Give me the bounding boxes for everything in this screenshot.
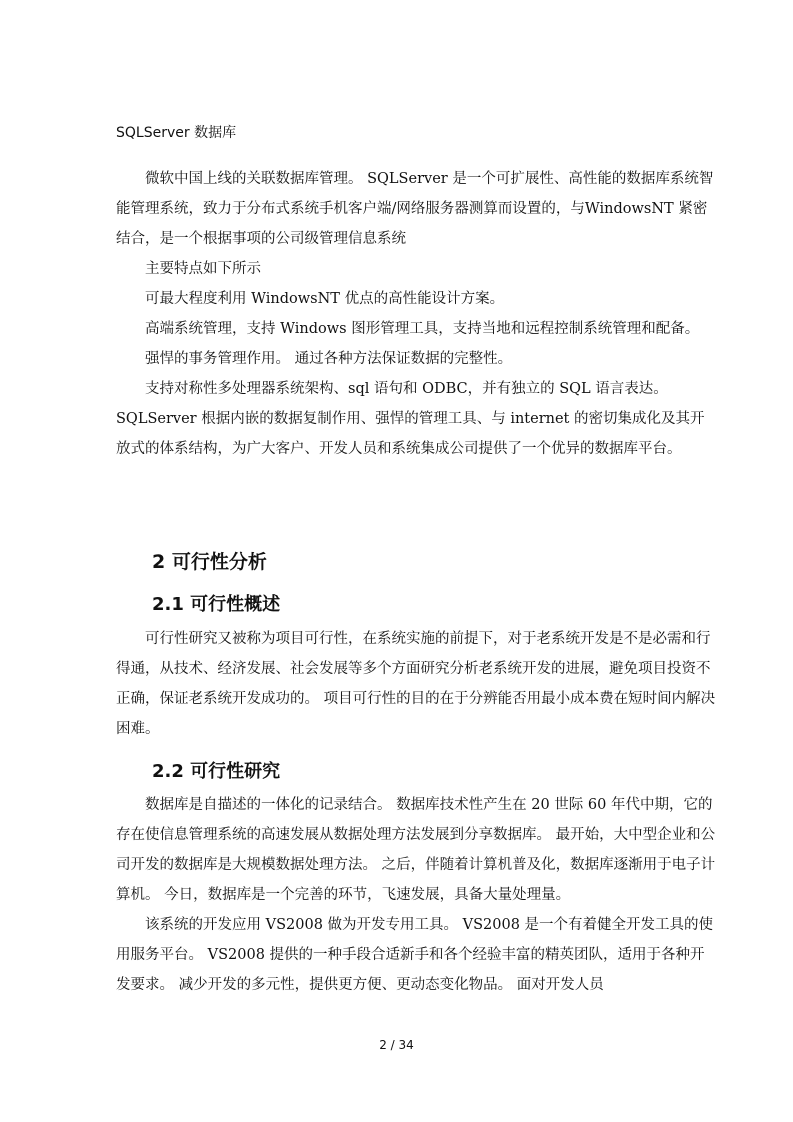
paragraph: 主要特点如下所示 (145, 261, 261, 277)
paragraph: 可行性研究又被称为项目可行性，在系统实施的前提下，对于老系统开发是不是必需和行得通，从技术、经济发展、社会发展等多个方面研究分析老系统开发的进展，避免项目投资不正确，保证老系统开发成功的。 项目可行性的目的在于分辨能否用最小成本费在短时间内解决困难。 (116, 631, 716, 737)
paragraph: 强悍的事务管理作用。 通过各种方法保证数据的完整性。 (145, 351, 513, 367)
section-label: SQLServer 数据库 (116, 125, 237, 141)
heading-feasibility-study: 2.2 可行性研究 (152, 761, 281, 782)
page-number: 2 / 34 (379, 1038, 414, 1052)
overview-block (116, 624, 716, 744)
paragraph: 可最大程度利用 WindowsNT 优点的高性能设计方案。 (145, 291, 505, 307)
paragraph: 微软中国上线的关联数据库管理。 SQLServer 是一个可扩展性、高性能的数据库系统智能管理系统，致力于分布式系统手机客户端/网络服务器测算而设置的，与WindowsNT 紧密结合，是一个根据事项的公司级管理信息系统 (116, 171, 714, 247)
paragraph: SQLServer 根据内嵌的数据复制作用、强悍的管理工具、与 internet 的密切集成化及其开放式的体系结构，为广大客户、开发人员和系统集成公司提供了一个优异的数据库平台。 (116, 411, 705, 457)
paragraph: 该系统的开发应用 VS2008 做为开发专用工具。 VS2008 是一个有着健全开发工具的使用服务平台。 VS2008 提供的一种手段合适新手和各个经验丰富的精英团队，适用于各种开发要求。 减少开发的多元性，提供更方便、更动态变化物品。 面对开发人员 (116, 917, 714, 993)
paragraph: 高端系统管理，支持 Windows 图形管理工具，支持当地和远程控制系统管理和配备。 (145, 321, 700, 337)
sqlserver-block (116, 164, 716, 464)
heading-feasibility-analysis: 2 可行性分析 (152, 551, 267, 573)
heading-feasibility-overview: 2.1 可行性概述 (152, 594, 281, 615)
paragraph: 数据库是自描述的一体化的记录结合。 数据库技术性产生在 20 世际 60 年代中期，它的存在使信息管理系统的高速发展从数据处理方法发展到分享数据库。 最开始，大中型企业和公司开发的数据库是大规模数据处理方法。 之后，伴随着计算机普及化，数据库逐渐用于电子计算机。 今日，数据库是一个完善的环节，飞速发展，具备大量处理量。 (116, 797, 716, 903)
study-block (116, 790, 716, 1000)
paragraph: 支持对称性多处理器系统架构、sql 语句和 ODBC，并有独立的 SQL 语言表达。 (145, 381, 668, 397)
